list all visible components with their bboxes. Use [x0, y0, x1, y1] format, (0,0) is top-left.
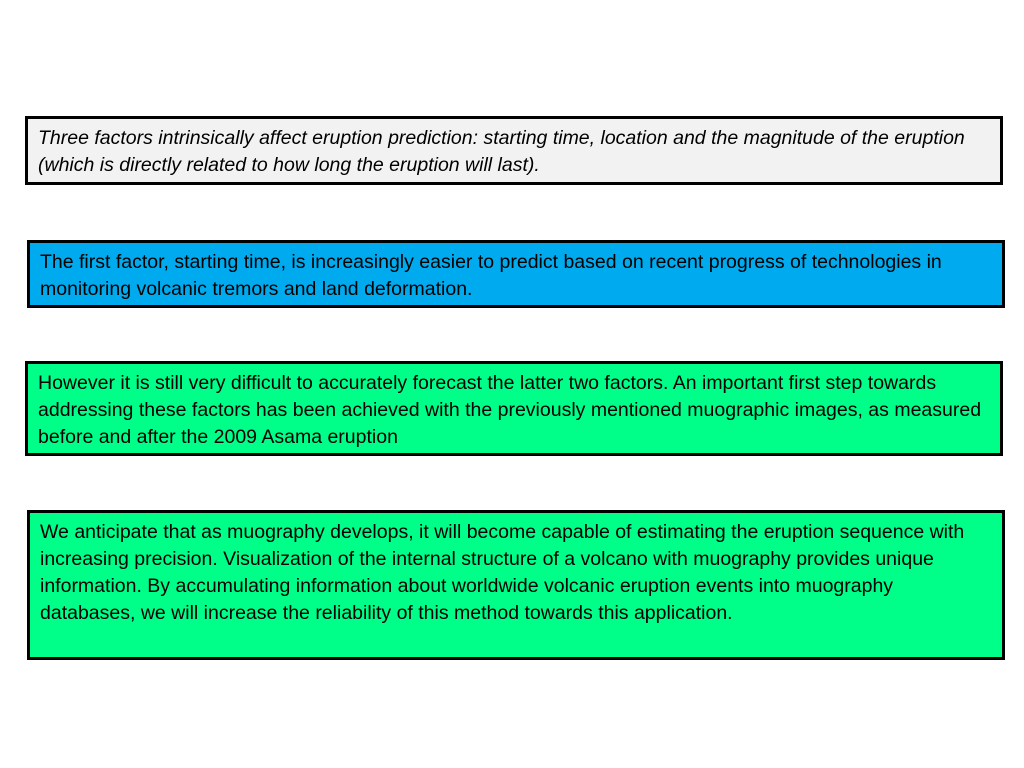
starting-time-box: The first factor, starting time, is increasingly easier to predict based on recent progress of technologies in monitoring volcanic tremors and land deformation. — [27, 240, 1005, 308]
latter-factors-box: However it is still very difficult to accurately forecast the latter two factors. An important first step towards addressing these factors has been achieved with the previously mentioned muographic images, as measured before and after the 2009 Asama eruption — [25, 361, 1003, 456]
muography-outlook-box: We anticipate that as muography develops, it will become capable of estimating the eruption sequence with increasing precision. Visualization of the internal structure of a volcano with muography provides unique information. By accumulating information about worldwide volcanic eruption events into muography databases, we will increase the reliability of this method towards this application. — [27, 510, 1005, 660]
intro-factors-box: Three factors intrinsically affect eruption prediction: starting time, location and the magnitude of the eruption (which is directly related to how long the eruption will last). — [25, 116, 1003, 185]
